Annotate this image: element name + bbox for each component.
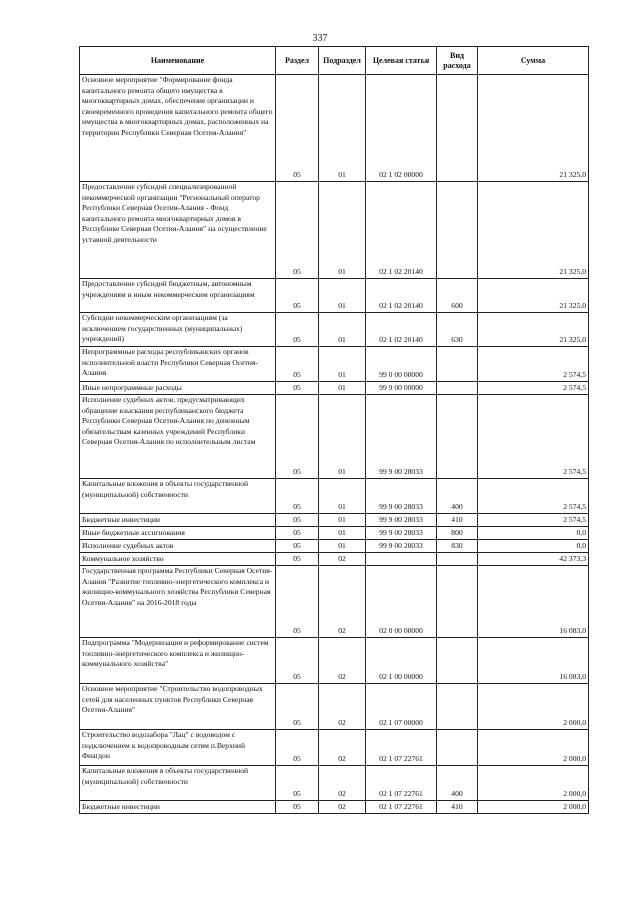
row-section: 05	[276, 182, 319, 279]
row-subsection: 01	[319, 347, 366, 382]
row-amount: 2 000,0	[478, 766, 589, 801]
row-expense-type	[437, 553, 478, 566]
row-target: 02 1 02 20140	[366, 313, 437, 347]
row-name: Бюджетные инвестиции	[80, 514, 276, 527]
row-amount: 0,0	[478, 540, 589, 553]
row-name: Бюджетные инвестиции	[80, 801, 276, 814]
row-subsection: 01	[319, 313, 366, 347]
row-amount: 21 325,0	[478, 279, 589, 313]
row-target: 02 1 02 20140	[366, 279, 437, 313]
row-expense-type: 600	[437, 279, 478, 313]
row-section: 05	[276, 514, 319, 527]
table-body	[80, 75, 589, 814]
row-section: 05	[276, 75, 319, 182]
row-section: 05	[276, 527, 319, 540]
row-amount: 2 000,0	[478, 684, 589, 730]
row-name: Предоставление субсидий бюджетным, автономным учреждениям и иным некоммерческим организациям	[80, 279, 276, 313]
row-section: 05	[276, 540, 319, 553]
row-target: 99 9 00 28033	[366, 540, 437, 553]
row-amount: 21 325,0	[478, 313, 589, 347]
table-row	[80, 279, 589, 313]
row-section: 05	[276, 766, 319, 801]
table-row	[80, 313, 589, 347]
row-amount: 2 574,5	[478, 514, 589, 527]
table-row	[80, 684, 589, 730]
row-name: Коммунальное хозяйство	[80, 553, 276, 566]
row-expense-type: 410	[437, 801, 478, 814]
row-target: 02 1 00 00000	[366, 638, 437, 684]
table-row	[80, 382, 589, 395]
header-subsection: Подраздел	[319, 47, 366, 75]
row-expense-type: 400	[437, 479, 478, 514]
row-name: Основное мероприятие "Строительство водопроводных сетей для населенных пунктов Республики Северная Осетия-Алания"	[80, 684, 276, 730]
row-section: 05	[276, 730, 319, 766]
table-row	[80, 75, 589, 182]
row-name: Предоставление субсидий специализированной некоммерческой организации "Региональный оператор Республики Северная Осетия-Алания - Фонд капитального ремонта многоквартирных домов в Республике Северная Осетия-Алания" на осуществление уставной деятельности	[80, 182, 276, 279]
row-name: Иные бюджетные ассигнования	[80, 527, 276, 540]
table-row	[80, 553, 589, 566]
row-name: Капитальные вложения в объекты государственной (муниципальной) собственности	[80, 766, 276, 801]
row-name: Иные непрограммные расходы	[80, 382, 276, 395]
row-expense-type: 630	[437, 313, 478, 347]
row-amount: 42 373,3	[478, 553, 589, 566]
row-target: 99 9 00 28033	[366, 527, 437, 540]
row-subsection: 01	[319, 75, 366, 182]
row-target: 02 1 07 00000	[366, 684, 437, 730]
row-subsection: 01	[319, 395, 366, 479]
header-expense-type: Вид расхода	[437, 47, 478, 75]
row-amount: 21 325,0	[478, 182, 589, 279]
row-subsection: 01	[319, 514, 366, 527]
table-row	[80, 514, 589, 527]
row-name: Исполнение судебных актов	[80, 540, 276, 553]
row-amount: 2 000,0	[478, 730, 589, 766]
row-expense-type	[437, 638, 478, 684]
row-subsection: 01	[319, 182, 366, 279]
table-row	[80, 638, 589, 684]
row-name: Капитальные вложения в объекты государственной (муниципальной) собственности	[80, 479, 276, 514]
row-subsection: 02	[319, 801, 366, 814]
row-target: 02 1 02 20140	[366, 182, 437, 279]
row-expense-type: 410	[437, 514, 478, 527]
row-name: Подпрограмма "Модернизация и реформирование систем топливно-энергетического комплекса и жилищно-коммунального хозяйства"	[80, 638, 276, 684]
row-section: 05	[276, 553, 319, 566]
row-target: 99 0 00 00000	[366, 347, 437, 382]
header-name: Наименование	[80, 47, 276, 75]
table-row	[80, 801, 589, 814]
row-expense-type	[437, 566, 478, 638]
row-target: 99 9 00 28033	[366, 514, 437, 527]
row-amount: 16 083,0	[478, 638, 589, 684]
row-section: 05	[276, 382, 319, 395]
page-number: 337	[312, 33, 328, 44]
budget-table	[79, 46, 589, 814]
row-expense-type: 800	[437, 527, 478, 540]
row-expense-type: 400	[437, 766, 478, 801]
row-expense-type	[437, 684, 478, 730]
row-name: Основное мероприятие "Формирование фонда капитального ремонта общего имущества в многоквартирных домах, обеспечение организации и своевременного проведения капитального ремонта общего имущества в многоквартирных домах, расположенных на территории Республики Северная Осетия-Алания"	[80, 75, 276, 182]
table-row	[80, 766, 589, 801]
row-subsection: 02	[319, 566, 366, 638]
row-section: 05	[276, 479, 319, 514]
row-target: 02 1 07 22761	[366, 766, 437, 801]
row-target: 02 1 07 22761	[366, 730, 437, 766]
row-amount: 16 083,0	[478, 566, 589, 638]
row-expense-type	[437, 730, 478, 766]
row-subsection: 02	[319, 766, 366, 801]
table-row	[80, 540, 589, 553]
row-section: 05	[276, 566, 319, 638]
row-section: 05	[276, 279, 319, 313]
row-section: 05	[276, 684, 319, 730]
row-target: 99 9 00 28033	[366, 479, 437, 514]
row-section: 05	[276, 313, 319, 347]
row-amount: 2 574,5	[478, 382, 589, 395]
row-expense-type: 830	[437, 540, 478, 553]
row-target	[366, 553, 437, 566]
row-subsection: 02	[319, 684, 366, 730]
table-header-row	[80, 47, 589, 75]
row-section: 05	[276, 801, 319, 814]
row-target: 02 1 07 22761	[366, 801, 437, 814]
row-subsection: 01	[319, 382, 366, 395]
table-row	[80, 182, 589, 279]
row-amount: 2 000,0	[478, 801, 589, 814]
row-name: Субсидии некоммерческим организациям (за исключением государственных (муниципальных) учреждений)	[80, 313, 276, 347]
row-subsection: 02	[319, 730, 366, 766]
header-section: Раздел	[276, 47, 319, 75]
table-row	[80, 527, 589, 540]
row-section: 05	[276, 395, 319, 479]
row-section: 05	[276, 347, 319, 382]
table-row	[80, 566, 589, 638]
header-amount: Сумма	[478, 47, 589, 75]
row-subsection: 02	[319, 553, 366, 566]
row-subsection: 02	[319, 638, 366, 684]
row-name: Строительство водозабора "Лац" с водоводом с подключением к водопроводным сетям п.Верхний Фиагдон	[80, 730, 276, 766]
table-row	[80, 730, 589, 766]
row-subsection: 01	[319, 527, 366, 540]
table-row	[80, 347, 589, 382]
table-row	[80, 395, 589, 479]
table-row	[80, 479, 589, 514]
row-expense-type	[437, 182, 478, 279]
row-expense-type	[437, 347, 478, 382]
row-target: 99 9 00 00000	[366, 382, 437, 395]
row-amount: 0,0	[478, 527, 589, 540]
row-subsection: 01	[319, 540, 366, 553]
row-subsection: 01	[319, 279, 366, 313]
row-section: 05	[276, 638, 319, 684]
row-name: Непрограммные расходы республиканских органов исполнительной власти Республики Северная Осетия-Алания	[80, 347, 276, 382]
row-amount: 21 325,0	[478, 75, 589, 182]
row-expense-type	[437, 395, 478, 479]
row-amount: 2 574,5	[478, 479, 589, 514]
row-expense-type	[437, 75, 478, 182]
row-amount: 2 574,5	[478, 347, 589, 382]
row-target: 02 1 02 00000	[366, 75, 437, 182]
row-amount: 2 574,5	[478, 395, 589, 479]
row-name: Исполнение судебных актов, предусматривающих обращение взыскания республиканского бюджета Республики Северная Осетия-Алания по денежным обязательствам казенных учреждений Республики Северная Осетия-Алания по исполнительным листам	[80, 395, 276, 479]
row-expense-type	[437, 382, 478, 395]
row-target: 02 0 00 00000	[366, 566, 437, 638]
header-target: Целевая статья	[366, 47, 437, 75]
row-name: Государственная программа Республики Северная Осетия-Алания "Развитие топливно-энергетического комплекса и жилищно-коммунального хозяйства Республики Северная Осетия-Алания" на 2016-2018 годы	[80, 566, 276, 638]
row-subsection: 01	[319, 479, 366, 514]
row-target: 99 9 00 28033	[366, 395, 437, 479]
